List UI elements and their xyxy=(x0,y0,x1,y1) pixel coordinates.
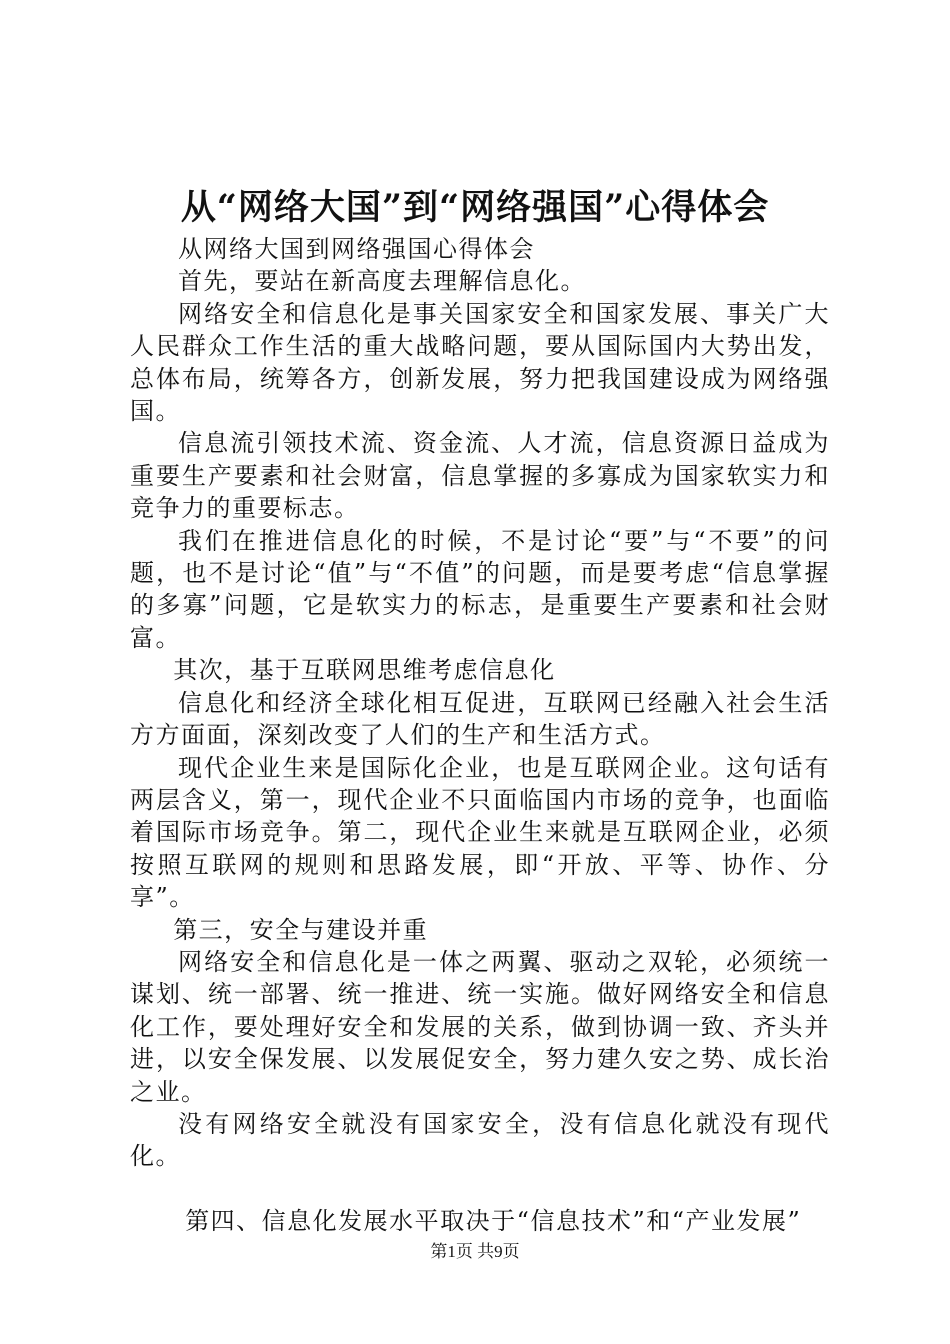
page-number-footer: 第1页 共9页 xyxy=(430,1242,520,1261)
document-body xyxy=(130,233,830,1237)
paragraph: 我们在推进信息化的时候，不是讨论“要”与“不要”的问题，也不是讨论“值”与“不值”的问题，而是要考虑“信息掌握的多寡”问题，它是软实力的标志，是重要生产要素和社会财富。 xyxy=(130,526,830,652)
paragraph: 网络安全和信息化是事关国家安全和国家发展、事关广大人民群众工作生活的重大战略问题，要从国际国内大势出发，总体布局，统筹各方，创新发展，努力把我国建设成为网络强国。 xyxy=(130,299,830,426)
document-title: 从“网络大国”到“网络强国”心得体会 xyxy=(180,187,770,228)
paragraph: 没有网络安全就没有国家安全，没有信息化就没有现代化。 xyxy=(130,1109,830,1171)
paragraph: 信息化和经济全球化相互促进，互联网已经融入社会生活方方面面，深刻改变了人们的生产和生活方式。 xyxy=(130,688,830,750)
paragraph-section-2-heading: 其次，基于互联网思维考虑信息化 xyxy=(173,656,556,685)
paragraph: 现代企业生来是国际化企业，也是互联网企业。这句话有两层含义，第一，现代企业不只面临国内市场的竞争，也面临着国际市场竞争。第二，现代企业生来就是互联网企业，必须按照互联网的规则和思路发展，即“开放、平等、协作、分享”。 xyxy=(130,753,830,912)
paragraph-subtitle: 从网络大国到网络强国心得体会 xyxy=(178,235,535,263)
paragraph-section-1-heading: 首先，要站在新高度去理解信息化。 xyxy=(178,267,586,296)
paragraph: 信息流引领技术流、资金流、人才流，信息资源日益成为重要生产要素和社会财富，信息掌握的多寡成为国家软实力和竞争力的重要标志。 xyxy=(130,429,830,523)
paragraph-section-3-heading: 第三，安全与建设并重 xyxy=(173,915,429,944)
paragraph-section-4-heading: 第四、信息化发展水平取决于“信息技术”和“产业发展” xyxy=(185,1206,802,1235)
paragraph: 网络安全和信息化是一体之两翼、驱动之双轮，必须统一谋划、统一部署、统一推进、统一实施。做好网络安全和信息化工作，要处理好安全和发展的关系，做到协调一致、齐头并进，以安全保发展、以发展促安全，努力建久安之势、成长治之业。 xyxy=(130,947,830,1106)
